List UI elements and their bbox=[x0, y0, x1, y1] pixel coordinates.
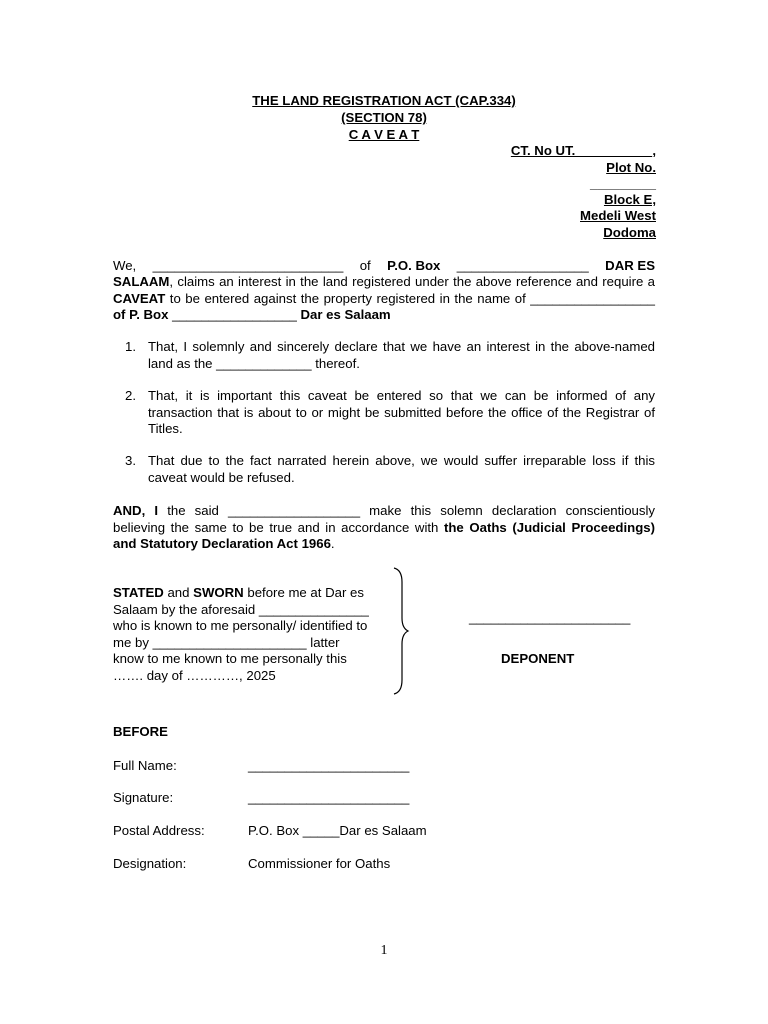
jurat-block: STATED and SWORN before me at Dar es Salaam by the aforesaid _______________ who is known to me personally/ identified to me by _____________________ latter know to me known to me personally this ……. day of …………, 2025 bbox=[113, 585, 369, 683]
declaration-paragraph: AND, I the said __________________ make this solemn declaration conscientiously believing the same to be true and in accordance with the Oaths (Judicial Proceedings) and Statutory Declaration Act 1966. bbox=[113, 503, 655, 551]
caveat-heading: C A V E A T bbox=[348, 127, 420, 142]
owner-blank: _________________ bbox=[530, 290, 655, 306]
dar-es-salaam-label: Dar es Salaam bbox=[300, 307, 391, 322]
deponent-signature-line: ______________________ bbox=[469, 610, 631, 625]
owner-pbox-blank: _________________ bbox=[172, 307, 297, 322]
salaam-label: SALAAM bbox=[113, 274, 170, 289]
sworn-label: SWORN bbox=[193, 585, 244, 600]
plot-blank: _________ bbox=[589, 176, 656, 191]
signature-blank: ______________________ bbox=[248, 790, 410, 805]
before-heading: BEFORE bbox=[113, 724, 168, 739]
block: Block E, bbox=[603, 192, 656, 207]
act-name: the Oaths (Judicial Proceedings) and Statutory Declaration Act 1966 bbox=[113, 519, 655, 551]
plot-number: Plot No. bbox=[606, 160, 656, 175]
dar-es-label: DAR ES bbox=[605, 258, 655, 273]
postal-address-label: Postal Address: bbox=[113, 823, 205, 838]
declaration-text: the said __________________ make this solemn declaration conscientiously believing the same to be true and in accordance with bbox=[113, 503, 655, 535]
act-title: THE LAND REGISTRATION ACT (CAP.334) bbox=[252, 93, 516, 108]
designation-value: Commissioner for Oaths bbox=[248, 856, 391, 871]
and-i-label: AND, I bbox=[113, 503, 159, 518]
name-blank: __________________________ bbox=[152, 258, 344, 273]
intro-paragraph bbox=[113, 274, 655, 324]
city: Dodoma bbox=[603, 225, 656, 240]
po-box-label: P.O. Box bbox=[387, 258, 441, 273]
designation-label: Designation: bbox=[113, 856, 187, 871]
intro-line-1 bbox=[113, 258, 655, 275]
of-label: of bbox=[359, 258, 371, 273]
of-pbox-label: of P. Box bbox=[113, 307, 169, 322]
curly-brace-icon bbox=[392, 566, 412, 696]
postal-address-value: P.O. Box _____Dar es Salaam bbox=[248, 823, 427, 838]
full-name-blank: ______________________ bbox=[248, 758, 410, 773]
page-number: 1 bbox=[380, 943, 388, 958]
stated-label: STATED bbox=[113, 585, 164, 600]
caveat-word: CAVEAT bbox=[113, 290, 166, 306]
section-number: (SECTION 78) bbox=[341, 110, 427, 125]
intro-text-2: to be entered against the property registered in the name of bbox=[169, 290, 526, 306]
we-label: We, bbox=[113, 258, 137, 273]
signature-label: Signature: bbox=[113, 790, 174, 805]
full-name-label: Full Name: bbox=[113, 758, 177, 773]
deponent-label: DEPONENT bbox=[501, 651, 575, 666]
area: Medeli West bbox=[580, 208, 656, 223]
intro-text-1: , claims an interest in the land registered under the above reference and require a bbox=[169, 274, 655, 289]
po-box-blank: __________________ bbox=[456, 258, 589, 273]
ct-number: CT. No UT. __________, bbox=[510, 143, 656, 158]
